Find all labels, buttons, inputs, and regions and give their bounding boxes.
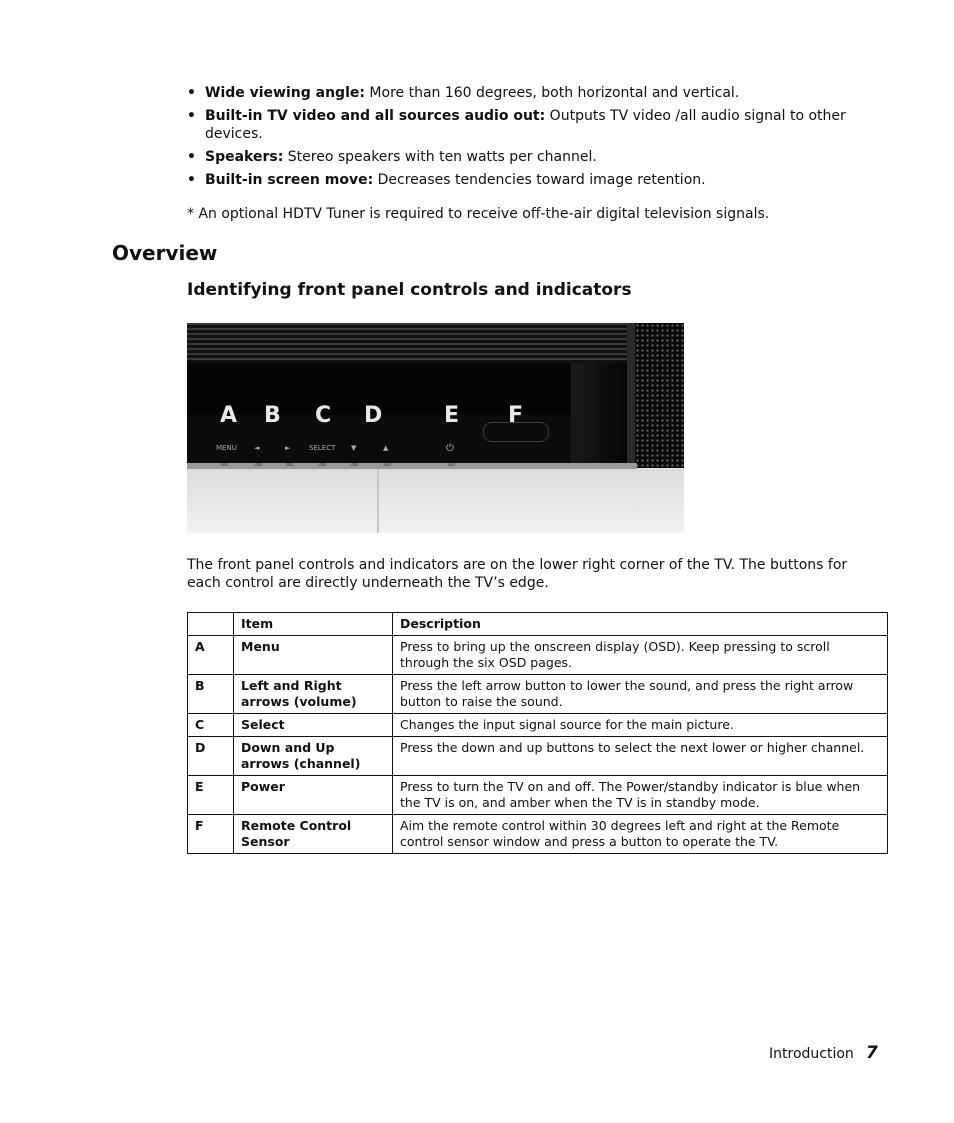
table-row [188, 815, 888, 854]
table-row [188, 675, 888, 714]
bullet-icon: • [187, 108, 196, 124]
column-header: Item [234, 613, 393, 636]
feature-term: Wide viewing angle: [205, 85, 365, 101]
feature-text: More than 160 degrees, both horizontal and vertical. [364, 85, 740, 101]
bullet-icon: • [187, 149, 196, 165]
callout-letter: A [220, 403, 238, 428]
bullet-icon: • [187, 85, 196, 101]
up-button [384, 463, 391, 466]
feature-term: Built-in TV video and all sources audio out: [205, 108, 546, 124]
right-button [286, 463, 293, 466]
left-arrow-icon: ◄ [254, 444, 260, 452]
feature-item [187, 107, 877, 143]
feature-term: Built-in screen move: [205, 172, 374, 188]
feature-text: Decreases tendencies toward image retention. [373, 172, 706, 188]
row-key: A [188, 636, 234, 675]
row-item: Menu [234, 636, 393, 675]
power-icon: ⏻ [446, 443, 454, 454]
row-description: Press the down and up buttons to select the next lower or higher channel. [393, 737, 888, 776]
subsection-heading: Identifying front panel controls and indicators [187, 280, 632, 300]
table-row [188, 636, 888, 675]
front-panel-photo [187, 323, 684, 533]
remote-sensor-window [483, 422, 549, 442]
callout-letter: C [315, 403, 332, 428]
down-button [351, 463, 358, 466]
menu-button [221, 463, 228, 466]
select-button [319, 463, 326, 466]
row-key: F [188, 815, 234, 854]
feature-list [187, 84, 877, 194]
row-description: Aim the remote control within 30 degrees left and right at the Remote control sensor window and press a button to operate the TV. [393, 815, 888, 854]
callout-letter: F [508, 403, 524, 428]
up-arrow-icon: ▲ [383, 444, 389, 452]
controls-table [187, 612, 888, 854]
down-arrow-icon: ▼ [351, 444, 357, 452]
row-key: C [188, 714, 234, 737]
row-item: Down and Up arrows (channel) [234, 737, 393, 776]
table-row [188, 737, 888, 776]
row-item: Left and Right arrows (volume) [234, 675, 393, 714]
table-header-row [188, 613, 888, 636]
row-key: B [188, 675, 234, 714]
side-speaker-grille [635, 323, 684, 468]
select-label: SELECT [309, 444, 336, 452]
row-description: Press to turn the TV on and off. The Power/standby indicator is blue when the TV is on, and amber when the TV is in standby mode. [393, 776, 888, 815]
feature-item [187, 148, 877, 166]
column-header: Description [393, 613, 888, 636]
row-key: E [188, 776, 234, 815]
callout-letter: E [444, 403, 460, 428]
table-row [188, 714, 888, 737]
bullet-icon: • [187, 172, 196, 188]
feature-term: Speakers: [205, 149, 284, 165]
speaker-grille [187, 323, 627, 363]
page-number: 7 [866, 1043, 878, 1063]
footnote: * An optional HDTV Tuner is required to receive off-the-air digital television signals. [187, 206, 770, 222]
feature-text: Outputs TV video /all audio signal to other devices. [205, 108, 846, 142]
cabinet-edge [627, 323, 635, 468]
feature-item [187, 84, 877, 102]
column-header [188, 613, 234, 636]
row-item: Power [234, 776, 393, 815]
base-seam [377, 469, 379, 533]
table-row [188, 776, 888, 815]
row-description: Press the left arrow button to lower the sound, and press the right arrow button to raise the sound. [393, 675, 888, 714]
row-item: Select [234, 714, 393, 737]
row-description: Press to bring up the onscreen display (OSD). Keep pressing to scroll through the six OSD pages. [393, 636, 888, 675]
section-heading: Overview [112, 241, 218, 265]
row-item: Remote Control Sensor [234, 815, 393, 854]
row-key: D [188, 737, 234, 776]
feature-text: Stereo speakers with ten watts per channel. [283, 149, 597, 165]
footer-section-label: Introduction [769, 1046, 854, 1062]
tv-base [187, 469, 684, 533]
menu-label: MENU [216, 444, 237, 452]
callout-letter: B [264, 403, 281, 428]
left-button [255, 463, 262, 466]
feature-item [187, 171, 877, 189]
right-arrow-icon: ► [285, 444, 291, 452]
callout-letter: D [364, 403, 383, 428]
row-description: Changes the input signal source for the main picture. [393, 714, 888, 737]
description-paragraph: The front panel controls and indicators are on the lower right corner of the TV. The buttons for each control are directly underneath the TV’s edge. [187, 557, 848, 591]
power-button [448, 463, 455, 466]
